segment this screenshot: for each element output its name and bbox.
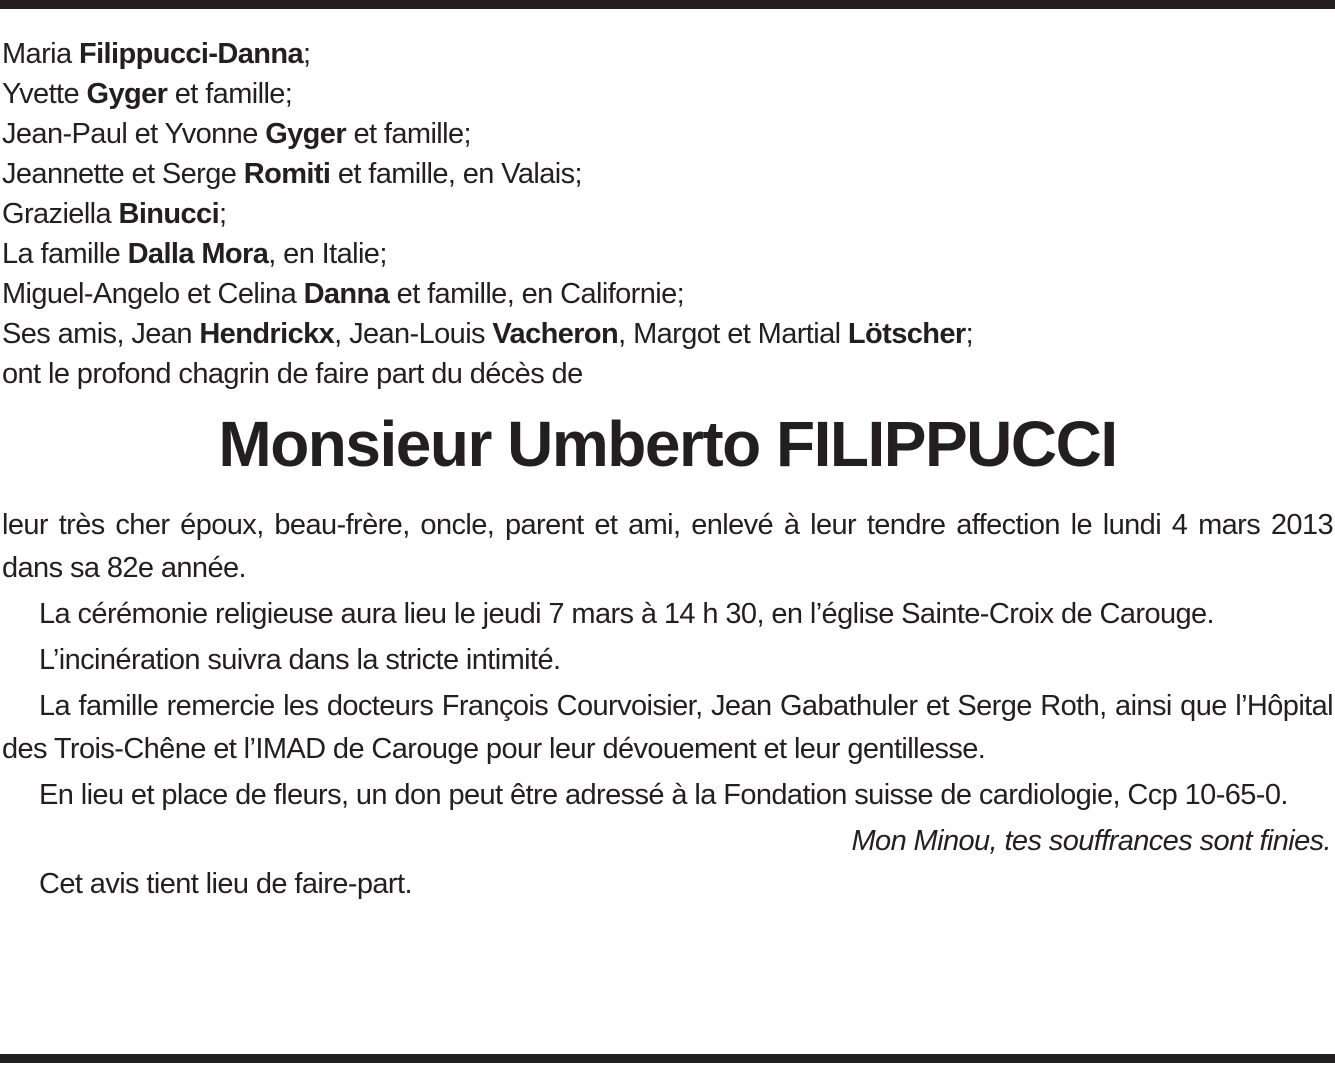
mourner-surname: Romiti	[243, 158, 331, 190]
mourner-text: Maria	[2, 38, 79, 70]
mourner-text: Jean-Paul et Yvonne	[2, 118, 266, 150]
mourner-line	[2, 234, 1333, 274]
mourner-text: La famille	[2, 238, 128, 270]
ceremony-paragraph: La cérémonie religieuse aura lieu le jeudi 7 mars à 14 h 30, en l’église Sainte-Croix de Carouge.	[39, 598, 1215, 630]
deceased-name-heading: Monsieur Umberto FILIPPUCCI	[218, 408, 1117, 480]
mourner-surname: Filippucci-Danna	[78, 38, 304, 70]
mourner-text: et famille;	[167, 78, 293, 110]
mourner-text: , en Italie;	[268, 238, 387, 270]
mourner-line	[2, 34, 1333, 74]
mourner-surname: Dalla Mora	[127, 238, 269, 270]
mourner-text: Jeannette et Serge	[2, 158, 244, 190]
mourner-line	[2, 114, 1333, 154]
cremation-paragraph: L’incinération suivra dans la stricte intimité.	[39, 644, 561, 676]
mourner-text: ;	[303, 38, 311, 70]
mourner-line	[2, 274, 1333, 314]
closing-note: Cet avis tient lieu de faire-part.	[39, 868, 412, 900]
top-border-rule	[0, 0, 1335, 9]
mourner-text: Yvette	[2, 78, 87, 110]
friends-text: , Margot et Martial	[618, 318, 848, 350]
friends-line	[2, 314, 1333, 354]
thanks-paragraph: La famille remercie les docteurs François Courvoisier, Jean Gabathuler et Serge Roth, ainsi que l’Hôpital des Trois-Chêne et l’IMAD de Carouge pour leur dévouement et leur gentillesse.	[2, 690, 1333, 765]
motto-quote: Mon Minou, tes souffrances sont finies.	[851, 825, 1331, 857]
mourner-text: Miguel-Angelo et Celina	[2, 278, 304, 310]
bottom-border-rule	[0, 1054, 1335, 1063]
mourner-text: et famille, en Valais;	[330, 158, 582, 190]
mourner-surname: Danna	[303, 278, 390, 310]
friends-text: ;	[965, 318, 974, 350]
death-notice	[2, 34, 1333, 906]
mourner-line	[2, 74, 1333, 114]
mourner-surname: Gyger	[265, 118, 347, 150]
friends-text: Ses amis, Jean	[2, 318, 200, 350]
mourner-text: ;	[219, 198, 227, 230]
friend-surname: Hendrickx	[199, 318, 335, 350]
mourner-text: Graziella	[2, 198, 119, 230]
donation-paragraph: En lieu et place de fleurs, un don peut être adressé à la Fondation suisse de cardiologie, Ccp 10-65-0.	[39, 779, 1288, 811]
notice-body	[2, 504, 1333, 906]
mourner-text: et famille, en Californie;	[389, 278, 685, 310]
announcement-intro: ont le profond chagrin de faire part du décès de	[2, 358, 583, 390]
mourner-line	[2, 154, 1333, 194]
mourner-surname: Gyger	[86, 78, 168, 110]
friends-text: , Jean-Louis	[334, 318, 493, 350]
friend-surname: Lötscher	[847, 318, 966, 350]
friend-surname: Vacheron	[492, 318, 619, 350]
mourner-line	[2, 194, 1333, 234]
mourner-text: et famille;	[346, 118, 471, 150]
tribute-paragraph: leur très cher époux, beau-frère, oncle, parent et ami, enlevé à leur tendre affection le lundi 4 mars 2013 dans sa 82e année.	[2, 509, 1333, 584]
mourner-surname: Binucci	[118, 198, 220, 230]
